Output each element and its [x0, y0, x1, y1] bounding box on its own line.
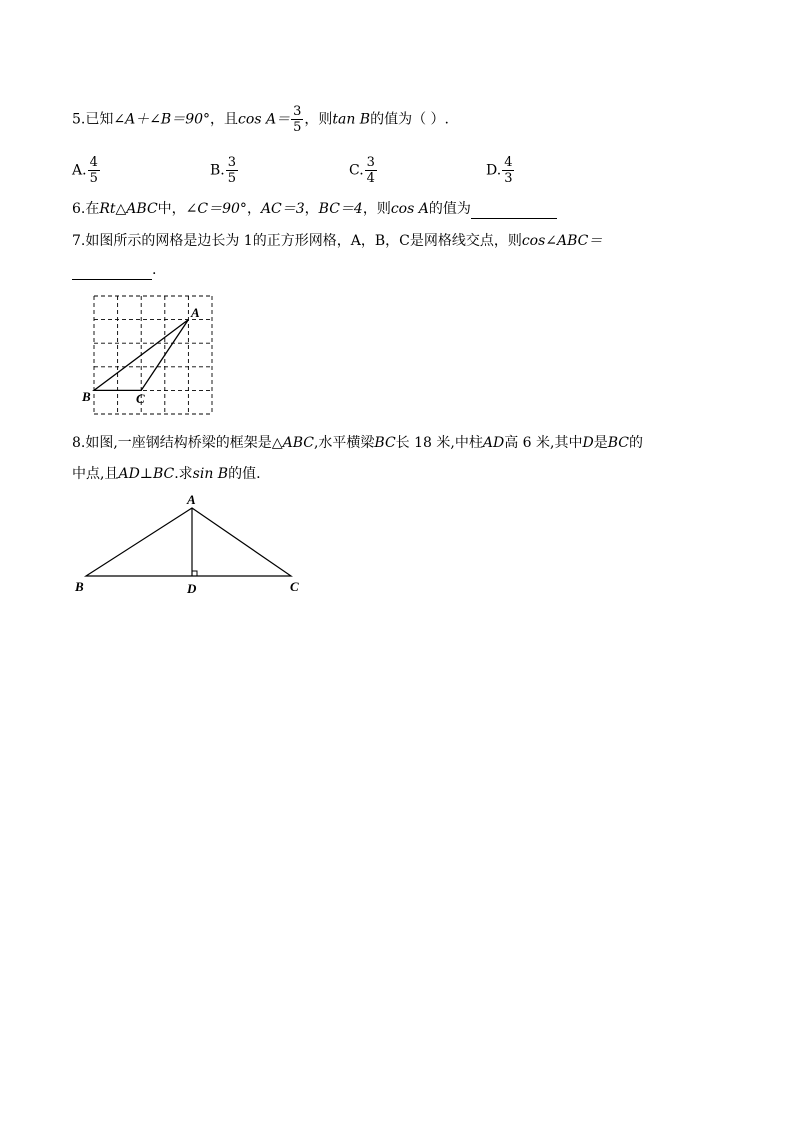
q5-fraction: [291, 104, 303, 135]
q5-stem: [72, 104, 449, 135]
q6-text2: 中，: [157, 201, 186, 217]
q8-text6: 的: [628, 435, 643, 451]
q8-expr-perp: AD⊥BC: [118, 466, 175, 482]
q6-stem: [72, 199, 557, 219]
q8-text9: 的值.: [228, 466, 261, 482]
q8-text8: .求: [174, 466, 193, 482]
q5-expr-cosA: cos A＝: [238, 111, 291, 128]
option-fraction: [502, 155, 514, 186]
q5-text1: 已知: [85, 111, 114, 128]
option-fraction: [365, 155, 377, 186]
option-denominator: 4: [366, 171, 375, 186]
q8-text7: 中点,且: [72, 466, 119, 482]
q6-number: 6.: [72, 201, 86, 217]
q5-option-c[interactable]: [349, 155, 378, 186]
q6-text3: ，则: [362, 201, 391, 217]
q6-expr-cosA: cos A: [390, 201, 429, 217]
q5-options: [72, 155, 532, 195]
q5-text4: 的值为（ ）.: [370, 111, 449, 128]
q5-option-d[interactable]: [486, 155, 515, 186]
q5-number: 5.: [72, 111, 86, 128]
label-c: C: [290, 579, 299, 594]
q8-expr-ad: AD: [482, 435, 505, 451]
q5-expr-angle-sum: ∠A＋∠B＝90°: [113, 111, 211, 128]
q5-text2: ，且: [210, 111, 239, 128]
q8-expr-bc: BC: [374, 435, 396, 451]
option-label: B.: [210, 162, 225, 179]
q7-grid-figure: [80, 294, 220, 416]
option-label: D.: [486, 162, 502, 179]
q7-expr-cos: cos∠ABC＝: [521, 233, 603, 249]
option-numerator: 3: [227, 155, 237, 170]
q7-end: .: [152, 262, 157, 278]
q8-expr-sinB: sin B: [192, 466, 229, 482]
q6-text4: 的值为: [428, 201, 471, 217]
q8-text2: ,水平横梁: [313, 435, 375, 451]
option-denominator: 5: [227, 171, 237, 186]
option-denominator: 3: [504, 171, 513, 186]
q8-expr-d: D: [582, 435, 594, 451]
q5-text3: ，则: [304, 111, 333, 128]
q8-text4: 高 6 米,其中: [504, 435, 583, 451]
q8-expr-triangle: △ABC: [271, 435, 314, 451]
label-a: A: [187, 492, 196, 507]
option-label: C.: [349, 162, 364, 179]
q6-text1: 在: [85, 201, 100, 217]
option-fraction: [226, 155, 238, 186]
q5-option-a[interactable]: [72, 155, 101, 186]
q8-stem-line2: [72, 464, 261, 484]
q8-expr-bc2: BC: [607, 435, 629, 451]
q6-sep: ，: [246, 201, 261, 217]
label-b: B: [75, 579, 84, 594]
q5-fraction-numerator: 3: [293, 104, 302, 119]
q6-expr-angle-c: ∠C＝90°: [185, 201, 247, 217]
triangle-abc: [86, 508, 291, 576]
q6-expr-bc: BC＝4: [318, 201, 363, 217]
q7-answer-line: [72, 260, 156, 280]
q7-stem: [72, 231, 602, 251]
q5-expr-tanB: tan B: [332, 111, 371, 128]
option-numerator: 4: [89, 155, 98, 170]
q7-answer-blank[interactable]: [72, 263, 152, 280]
q8-text1: 8.如图,一座钢结构桥梁的框架是: [72, 435, 272, 451]
option-label: A.: [72, 162, 87, 179]
q6-expr-triangle: Rt△ABC: [99, 201, 158, 217]
q5-fraction-denominator: 5: [293, 120, 302, 135]
q6-sep: ，: [304, 201, 319, 217]
q8-bridge-figure: [70, 490, 310, 600]
option-numerator: 3: [366, 155, 375, 170]
q5-option-b[interactable]: [210, 155, 239, 186]
triangle-abc: [94, 320, 188, 391]
q6-expr-ac: AC＝3: [260, 201, 305, 217]
label-c: C: [136, 391, 145, 406]
q8-text3: 长 18 米,中柱: [395, 435, 483, 451]
label-d: D: [187, 581, 197, 596]
q8-stem-line1: [72, 433, 643, 453]
q8-text5: 是: [593, 435, 608, 451]
option-denominator: 5: [89, 171, 98, 186]
q6-answer-blank[interactable]: [471, 202, 557, 219]
q7-text: 7.如图所示的网格是边长为 1的正方形网格，A，B，C是网格线交点，则: [72, 233, 522, 249]
option-numerator: 4: [504, 155, 513, 170]
option-fraction: [88, 155, 100, 186]
label-b: B: [82, 389, 91, 404]
label-a: A: [191, 305, 200, 320]
right-angle-mark: [192, 571, 197, 576]
